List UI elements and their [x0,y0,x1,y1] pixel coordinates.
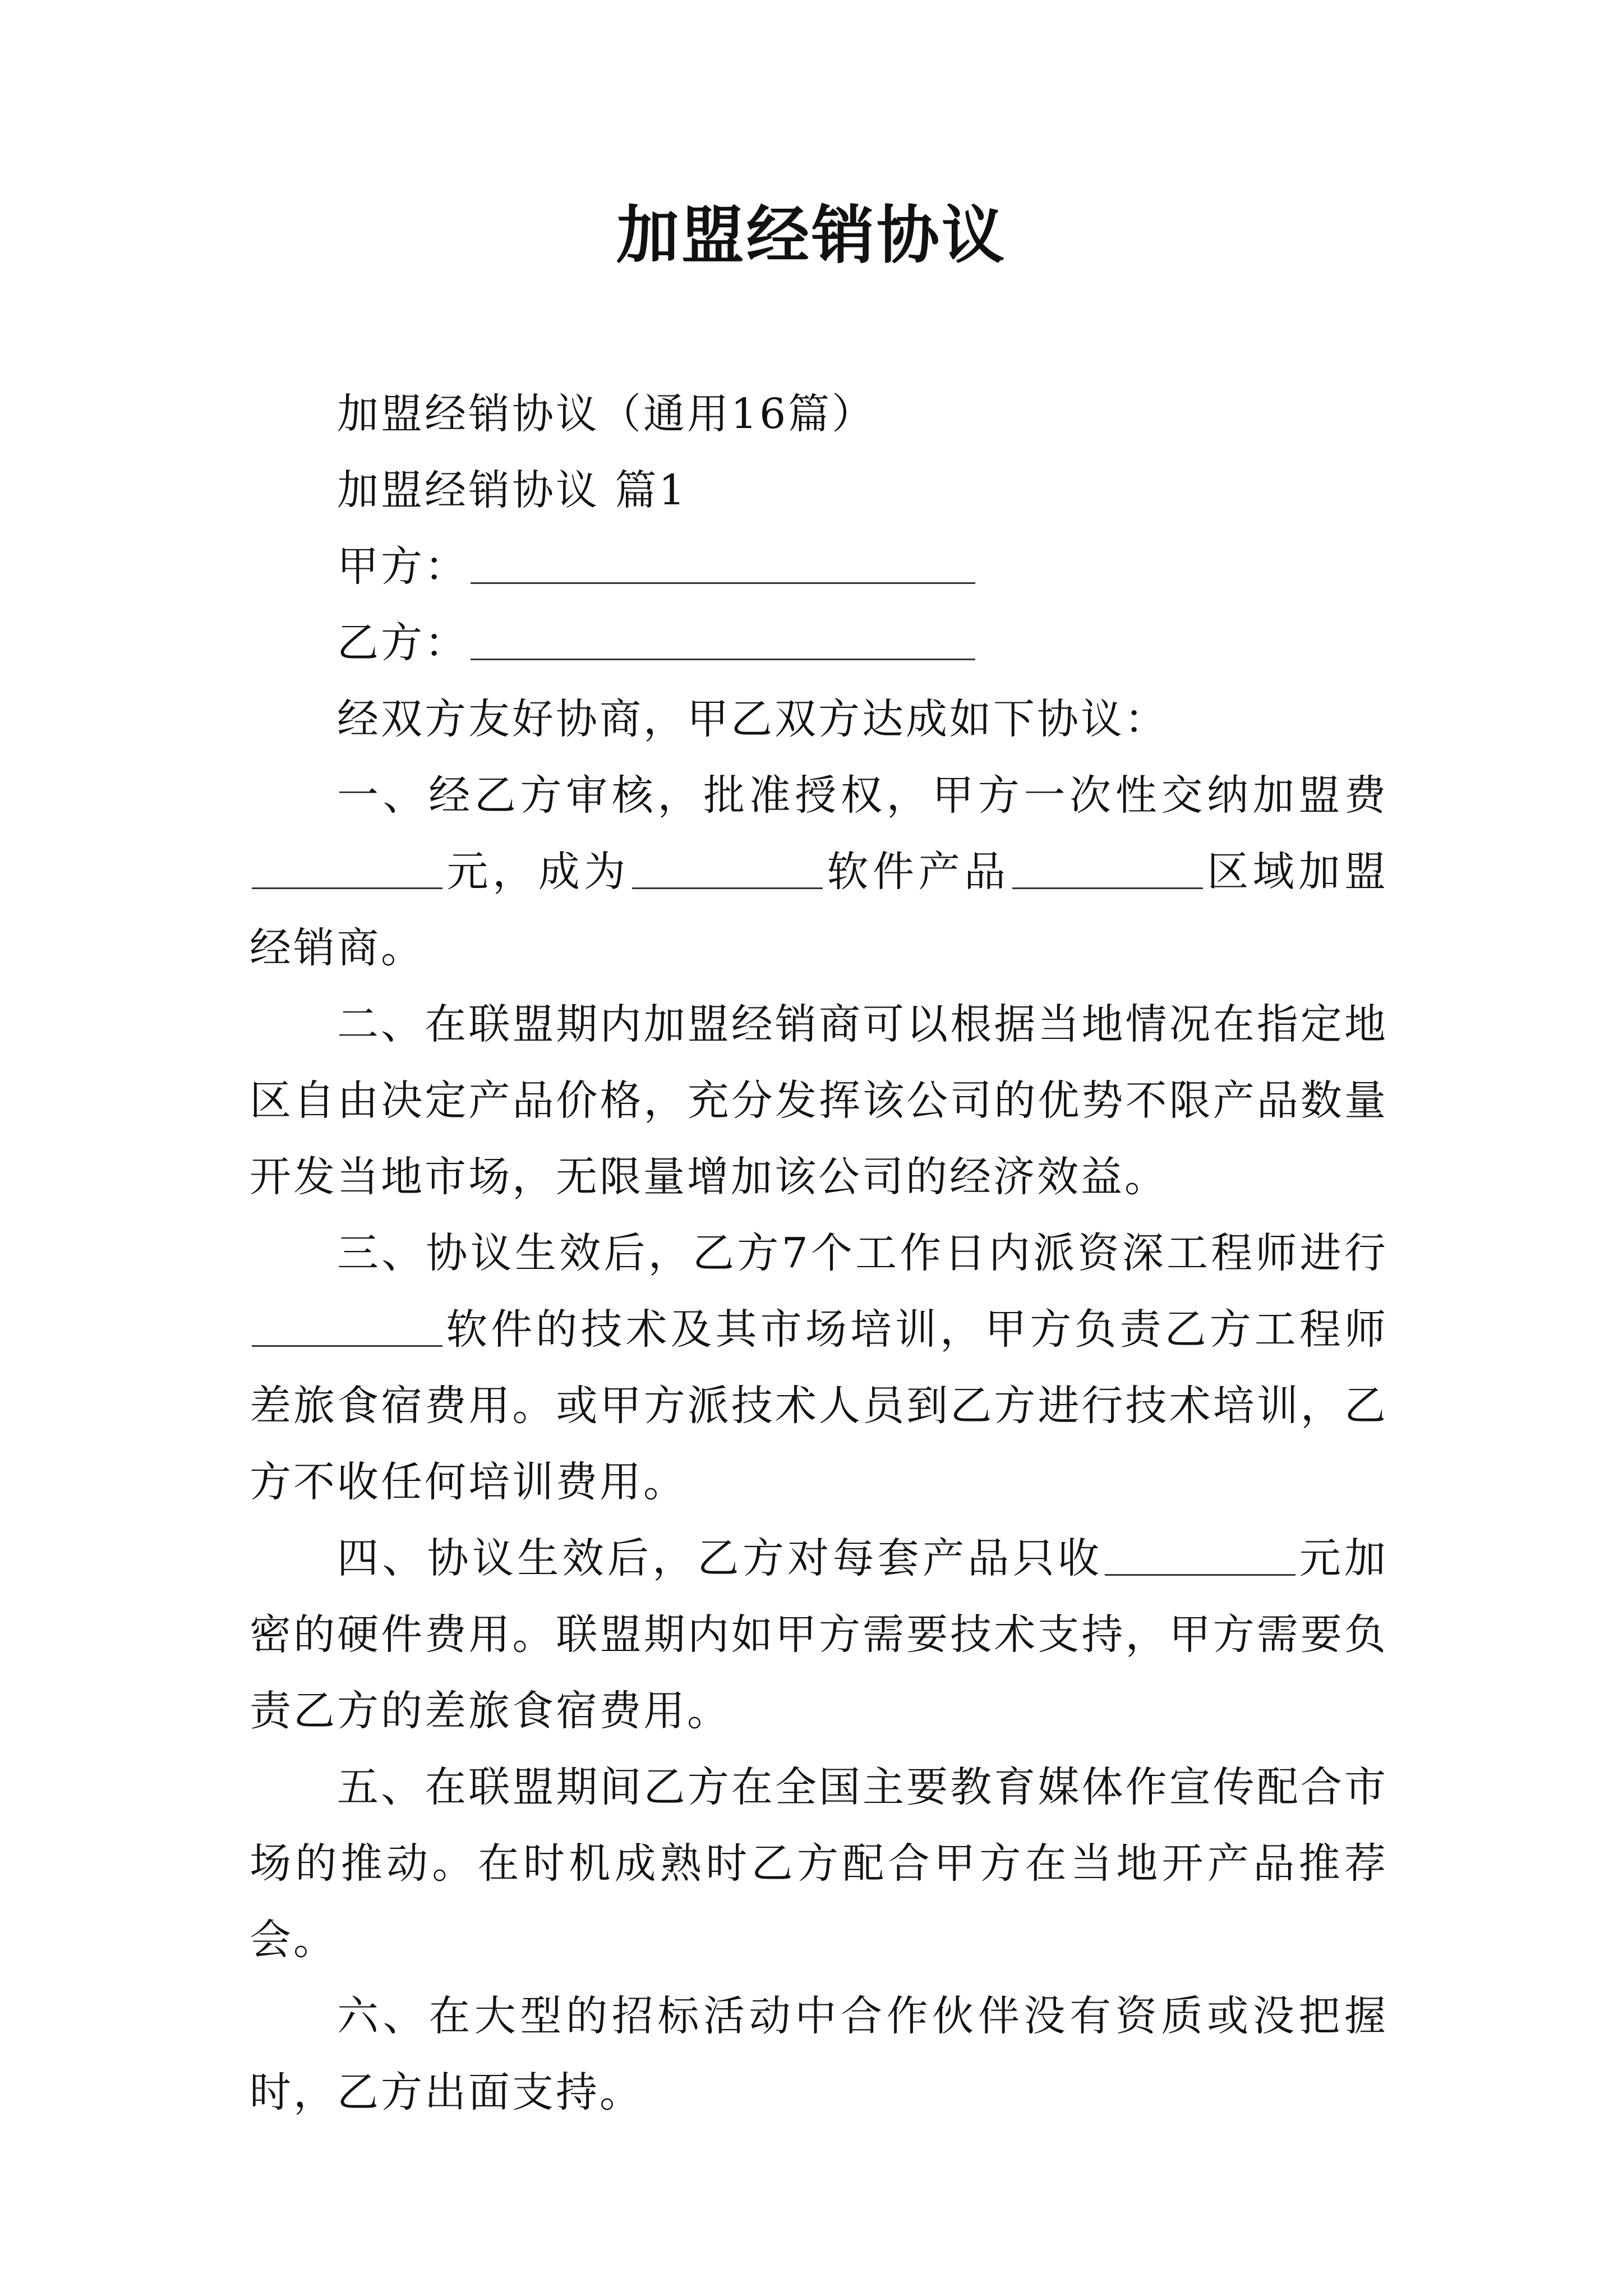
software-blank [252,1306,442,1347]
section-heading: 加盟经销协议 篇1 [337,466,688,514]
fee-blank [252,848,442,889]
clause-3 [250,1215,1388,1520]
clause-4-part-1: 四、协议生效后，乙方对每套产品只收 [337,1534,1103,1582]
clause-6: 六、在大型的招标活动中合作伙伴没有资质或没把握时，乙方出面支持。 [250,1992,1388,2116]
clause-4-part-2: 元加密的硬件费用。联盟期内如甲方需要技术支持，甲方需要负责乙方的差旅食宿费用。 [250,1534,1389,1735]
clause-1-part-1: 一、经乙方审核，批准授权，甲方一次性交纳加盟费 [337,771,1388,820]
party-b-line [250,605,1388,681]
document-body [250,376,1388,2131]
hardware-fee-blank [1105,1535,1295,1576]
clause-1-part-2: 元，成为 [445,848,630,896]
document-subtitle: 加盟经销协议（通用16篇） [337,390,876,438]
clause-1 [250,757,1388,986]
intro-paragraph: 经双方友好协商，甲乙双方达成如下协议： [337,695,1168,743]
party-a-blank [471,543,975,584]
party-b-label: 乙方： [337,619,468,667]
party-b-blank [471,619,975,660]
region-blank [1012,848,1203,889]
clause-3-part-1: 三、协议生效后，乙方7个工作日内派资深工程师进行 [337,1229,1388,1277]
clause-3-part-2: 软件的技术及其市场培训，甲方负责乙方工程师差旅食宿费用。或甲方派技术人员到乙方进行技术培训，乙方不收任何培训费用。 [250,1305,1388,1506]
clause-1-part-3: 软件产品 [824,848,1010,896]
product-blank [632,848,823,889]
party-a-label: 甲方： [337,542,468,591]
clause-1-part-4: 区域加盟经销商。 [250,848,1389,972]
clause-5: 五、在联盟期间乙方在全国主要教育媒体作宣传配合市场的推动。在时机成熟时乙方配合甲方在当地开产品推荐会。 [250,1763,1388,1964]
clause-2: 二、在联盟期内加盟经销商可以根据当地情况在指定地区自由决定产品价格，充分发挥该公司的优势不限产品数量开发当地市场，无限量增加该公司的经济效益。 [250,1000,1388,1201]
clause-4 [250,1520,1388,1749]
document-title: 加盟经销协议 [616,199,1007,272]
party-a-line [250,528,1388,605]
